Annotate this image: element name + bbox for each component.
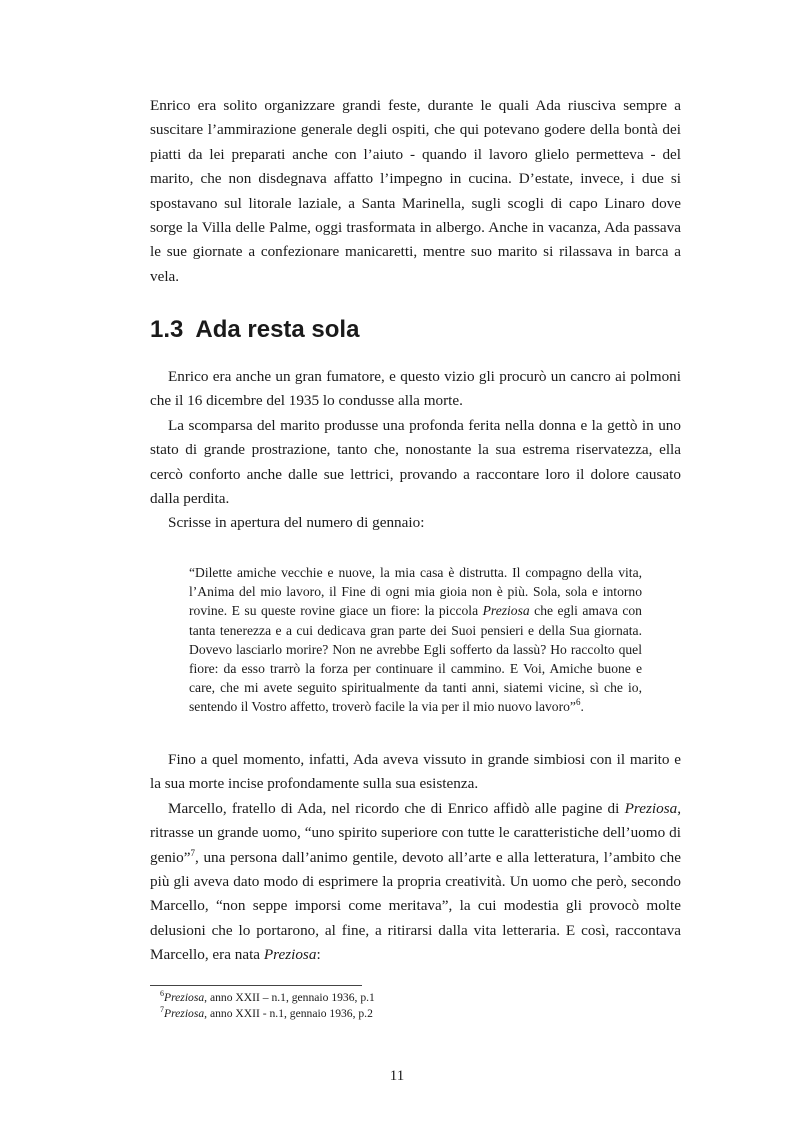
section-title: Ada resta sola [195,316,360,343]
paragraph-marcello [150,797,681,968]
footnote-6 [150,990,681,1006]
marcello-end: : [316,946,321,964]
footnote-mark: 6 [160,989,164,998]
paragraph-symbiosis: Fino a quel momento, infatti, Ada aveva vissuto in grande simbiosi con il marito e la sua morte incise profondamente sulla sua esistenza. [150,751,681,793]
footnote-ref-6[interactable]: 6 [575,697,581,708]
after-quote-block [150,748,681,968]
footnote-divider [150,985,362,986]
section-heading [150,316,359,344]
marcello-text-a: Marcello, fratello di Ada, nel ricordo che di Enrico affidò alle pagine di [168,799,625,817]
footnote-text: , anno XXII - n.1, gennaio 1936, p.2 [204,1007,373,1021]
intro-block [150,94,681,289]
footnotes [150,990,681,1023]
paragraph-grief: La scomparsa del marito produsse una profonda ferita nella donna e la gettò in uno stato di grande prostrazione, tanto che, nonostante la sua estrema riservatezza, ella cercò conforto anche dalle sue lettrici, provando a raccontare loro il dolore causato dalla perdita. [150,416,681,508]
quote-text-2: che egli amava con tanta tenerezza e a cui dedicava gran parte dei Suoi pensieri e della Sua giornata. Dovevo lasciarlo morire? Non ne avrebbe Egli sofferto da lassù? Ho raccolto quel fiore: da esso trarrò la forza per continuare il cammino. E Voi, Amiche buone e care, che mi avete seguito spiritualmente da tanti anni, siatemi vicine, sì che io, sentendo il Vostro affetto, troverò facile la via per il mio nuovo lavoro” [189,603,642,715]
section-body [150,365,681,536]
paragraph-intro: Enrico era solito organizzare grandi feste, durante le quali Ada riusciva sempre a suscitare l’ammirazione generale degli ospiti, che qui potevano godere della bontà dei piatti da lei preparati anche con l’aiuto - quando il lavoro glielo permetteva - del marito, che non disdegnava affatto l’impegno in cucina. D’estate, invece, i due si spostavano sul litorale laziale, a Santa Marinella, sugli scogli di capo Linaro dove sorge la Villa delle Palme, oggi trasformata in albergo. Anche in vacanza, Ada passava le sue giornate a confezionare manicaretti, mentre suo marito si rilassava in barca a vela. [150,97,681,285]
footnote-italic: Preziosa [164,991,205,1004]
quote-italic: Preziosa [482,603,530,619]
footnote-text: , anno XXII – n.1, gennaio 1936, p.1 [204,991,375,1004]
footnote-italic: Preziosa [164,1007,205,1021]
quote-end: . [580,699,584,715]
paragraph-death: Enrico era anche un gran fumatore, e questo vizio gli procurò un cancro ai polmoni che il 16 dicembre del 1935 lo condusse alla morte. [150,368,681,410]
paragraph-quote-intro: Scrisse in apertura del numero di gennaio: [168,514,425,532]
page-number: 11 [389,1068,405,1084]
marcello-italic-2: Preziosa [263,946,317,964]
marcello-text-b: , ritrasse un grande uomo, “uno spirito superiore con tutte le caratteristiche dell’uomo di genio” [150,799,681,866]
footnote-ref-7[interactable]: 7 [190,847,195,858]
footnote-7 [150,1006,681,1022]
section-number: 1.3 [150,316,184,343]
footnote-mark: 7 [160,1005,164,1015]
marcello-text-c: , una persona dall’animo gentile, devoto all’arte e alla letteratura, l’ambito che più gli aveva dato modo di esprimere la propria creatività. Un uomo che però, secondo Marcello, “non seppe imporsi come meritava”, la cui modestia gli provocò molte delusioni che lo portarono, al fine, a ritirarsi dalla vita letteraria. E così, raccontava Marcello, era nata [150,848,681,964]
quote-text-1: “Dilette amiche vecchie e nuove, la mia casa è distrutta. Il compagno della vita, l’Anima del mio lavoro, il Fine di ogni mia gioia non è più. Sola, sola e intorno rovine. E su queste rovine giace un fiore: la piccola [189,565,642,619]
marcello-italic-1: Preziosa [624,799,678,817]
block-quote [189,563,642,717]
